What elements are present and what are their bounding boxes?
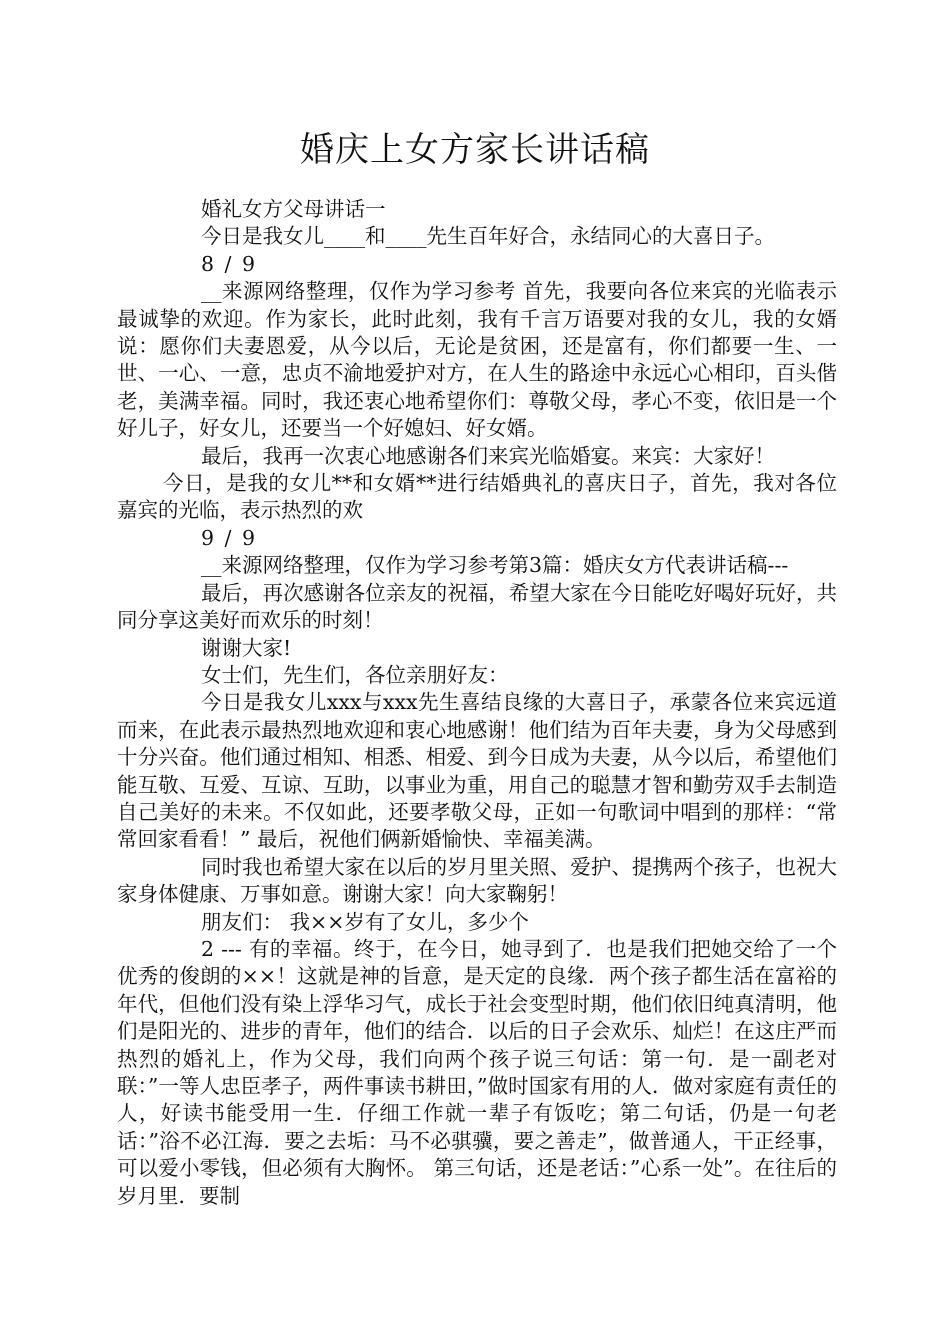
paragraph: 同时我也希望大家在以后的岁月里关照、爱护、提携两个孩子，也祝大家身体健康、万事如意。谢谢大家！向大家鞠躬！ <box>117 854 837 907</box>
paragraph: 最后，再次感谢各位亲友的祝福，希望大家在今日能吃好喝好玩好，共同分享这美好而欢乐的时刻！ <box>117 580 837 633</box>
paragraph: 谢谢大家! <box>201 635 292 660</box>
page-number: 8 / 9 <box>201 251 258 276</box>
paragraph: __来源网络整理，仅作为学习参考 首先，我要向各位来宾的光临表示最诚挚的欢迎。作为家长，此时此刻，我有千言万语要对我的女儿，我的女婿说：愿你们夫妻恩爱，从今以后，无论是贫困，还是富有，你们都要一生、一世、一心、一意，忠贞不渝地爱护对方，在人生的路途中永远心心相印，百头偕老，美满幸福。同时，我还衷心地希望你们：尊敬父母，孝心不变，依旧是一个好儿子，好女儿，还要当一个好媳妇、好女婿。 <box>117 279 837 441</box>
document-title: 婚庆上女方家长讲话稿 <box>300 130 650 170</box>
paragraph: 今日，是我的女儿**和女婿**进行结婚典礼的喜庆日子，首先，我对各位嘉宾的光临，表示热烈的欢 <box>117 471 837 523</box>
paragraph: 最后，我再一次衷心地感谢各们来宾光临婚宴。来宾：大家好！ <box>201 443 775 468</box>
paragraph: 2 --- 有的幸福。终于，在今日，她寻到了．也是我们把她交给了一个优秀的俊朗的××！这就是神的旨意，是天定的良缘．两个孩子都生活在富裕的年代，但他们没有染上浮华习气，成长于社会变型时期，他们依旧纯真清明，他们是阳光的、进步的青年，他们的结合．以后的日子会欢乐、灿烂！在这庄严而热烈的婚礼上，作为父母，我们向两个孩子说三句话：第一句．是一副老对联：”一等人忠臣孝子，两件事读书耕田，”做时国家有用的人．做对家庭有责任的人，好读书能受用一生．仔细工作就一辈子有饭吃；第二句话，仍是一句老话：”浴不必江海．要之去垢：马不必骐骥，要之善走”，做普通人，干正经事，可以爱小零钱，但必须有大胸怀。 第三句话，还是老话：”心系一处”。在往后的岁月里．要制 <box>117 936 837 1208</box>
paragraph: 朋友们： 我××岁有了女儿，多少个 <box>201 909 529 934</box>
paragraph: 女士们，先生们，各位亲朋好友： <box>201 662 509 687</box>
paragraph: 婚礼女方父母讲话一 <box>201 197 386 221</box>
document-body <box>117 196 837 1210</box>
page-number: 9 / 9 <box>201 525 258 550</box>
paragraph: __来源网络整理，仅作为学习参考第3篇：婚庆女方代表讲话稿--- <box>201 553 789 578</box>
paragraph: 今日是我女儿____和____先生百年好合，永结同心的大喜日子。 <box>201 224 775 249</box>
paragraph: 今日是我女儿xxx与xxx先生喜结良缘的大喜日子，承蒙各位来宾远道而来，在此表示最热烈地欢迎和衷心地感谢！他们结为百年夫妻，身为父母感到十分兴奋。他们通过相知、相悉、相爱、到今日成为夫妻，从今以后，希望他们能互敬、互爱、互谅、互助，以事业为重，用自己的聪慧才智和勤劳双手去制造自己美好的未来。不仅如此，还要孝敬父母，正如一句歌词中唱到的那样：“常常回家看看！” 最后，祝他们俩新婚愉快、幸福美满。 <box>117 690 837 852</box>
